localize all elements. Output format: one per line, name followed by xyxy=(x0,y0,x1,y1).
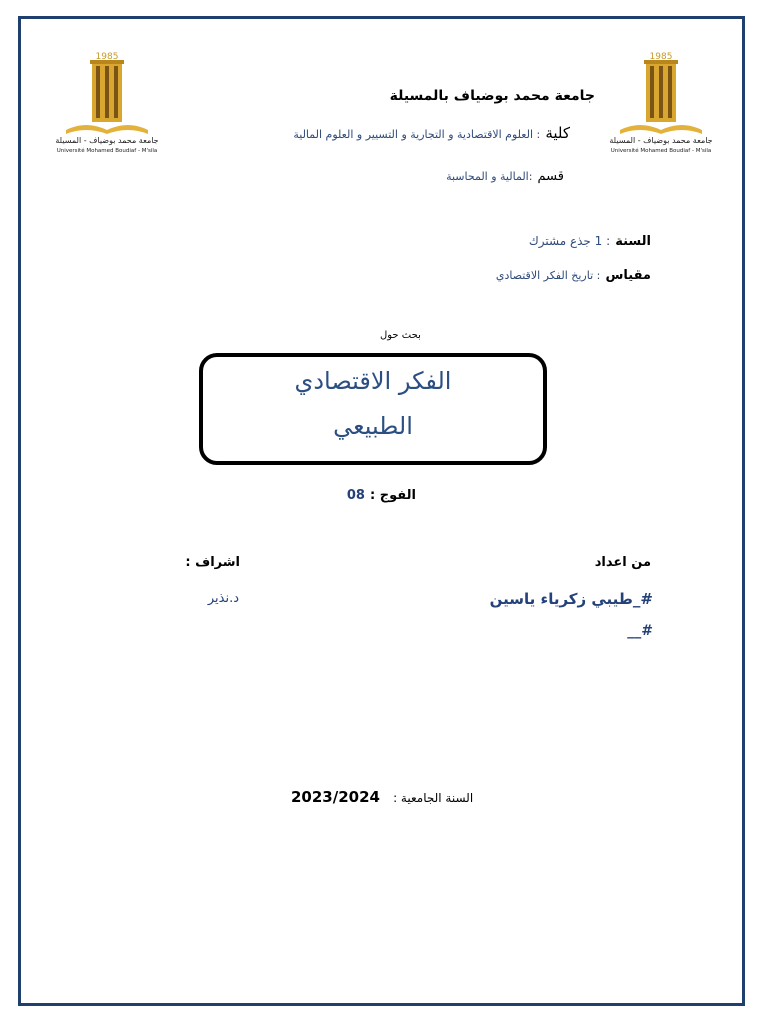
research-title-line1: الفكر الاقتصادي xyxy=(294,367,452,395)
student-name-2: #__ xyxy=(627,623,653,639)
university-name: جامعة محمد بوضياف بالمسيلة xyxy=(389,88,595,104)
logo-name-french: Université Mohamed Boudiaf - M'sila xyxy=(610,148,712,154)
faculty-label: كلية xyxy=(545,124,570,142)
academic-year-line xyxy=(291,787,473,806)
logo-year: 1985 xyxy=(649,52,673,62)
group-label: الفوج : xyxy=(370,488,416,503)
logo-name-french: Université Mohamed Boudiaf - M'sila xyxy=(56,148,158,154)
department-value: :المالية و المحاسبة xyxy=(446,170,533,183)
group-value: 08 xyxy=(346,488,365,503)
study-year-value: : 1 جذع مشترك xyxy=(528,234,611,248)
university-logo-left xyxy=(52,50,162,160)
faculty-value: : العلوم الاقتصادية و التجارية و التسيير و العلوم المالية xyxy=(293,128,541,141)
module-line xyxy=(496,264,651,283)
academic-year-label: السنة الجامعية : xyxy=(393,791,474,805)
supervisor-label: اشراف : xyxy=(185,555,240,570)
study-year-line xyxy=(529,230,651,249)
department-label: قسم xyxy=(537,169,564,184)
page-border xyxy=(18,16,745,1006)
research-about-label: بحث حول xyxy=(380,330,421,341)
department-line xyxy=(446,165,564,184)
module-label: مقياس xyxy=(605,268,651,283)
supervisor-name: د.نذير xyxy=(207,591,239,606)
research-title-line2: الطبيعي xyxy=(333,412,413,440)
study-year-label: السنة xyxy=(615,234,651,249)
module-value: : تاريخ الفكر الاقتصادي xyxy=(495,269,601,282)
research-title-box xyxy=(199,353,547,465)
logo-year: 1985 xyxy=(95,52,119,62)
logo-name-arabic: جامعة محمد بوضياف - المسيلة xyxy=(609,136,713,145)
academic-year-value: 2023/2024 xyxy=(291,788,380,806)
faculty-line xyxy=(293,123,570,142)
logo-name-arabic: جامعة محمد بوضياف - المسيلة xyxy=(55,136,159,145)
student-name-1: #_طيبي زكرياء ياسين xyxy=(489,590,653,608)
group-line xyxy=(347,484,416,503)
prepared-by-label: من اعداد xyxy=(594,555,651,570)
university-logo-right xyxy=(606,50,716,160)
